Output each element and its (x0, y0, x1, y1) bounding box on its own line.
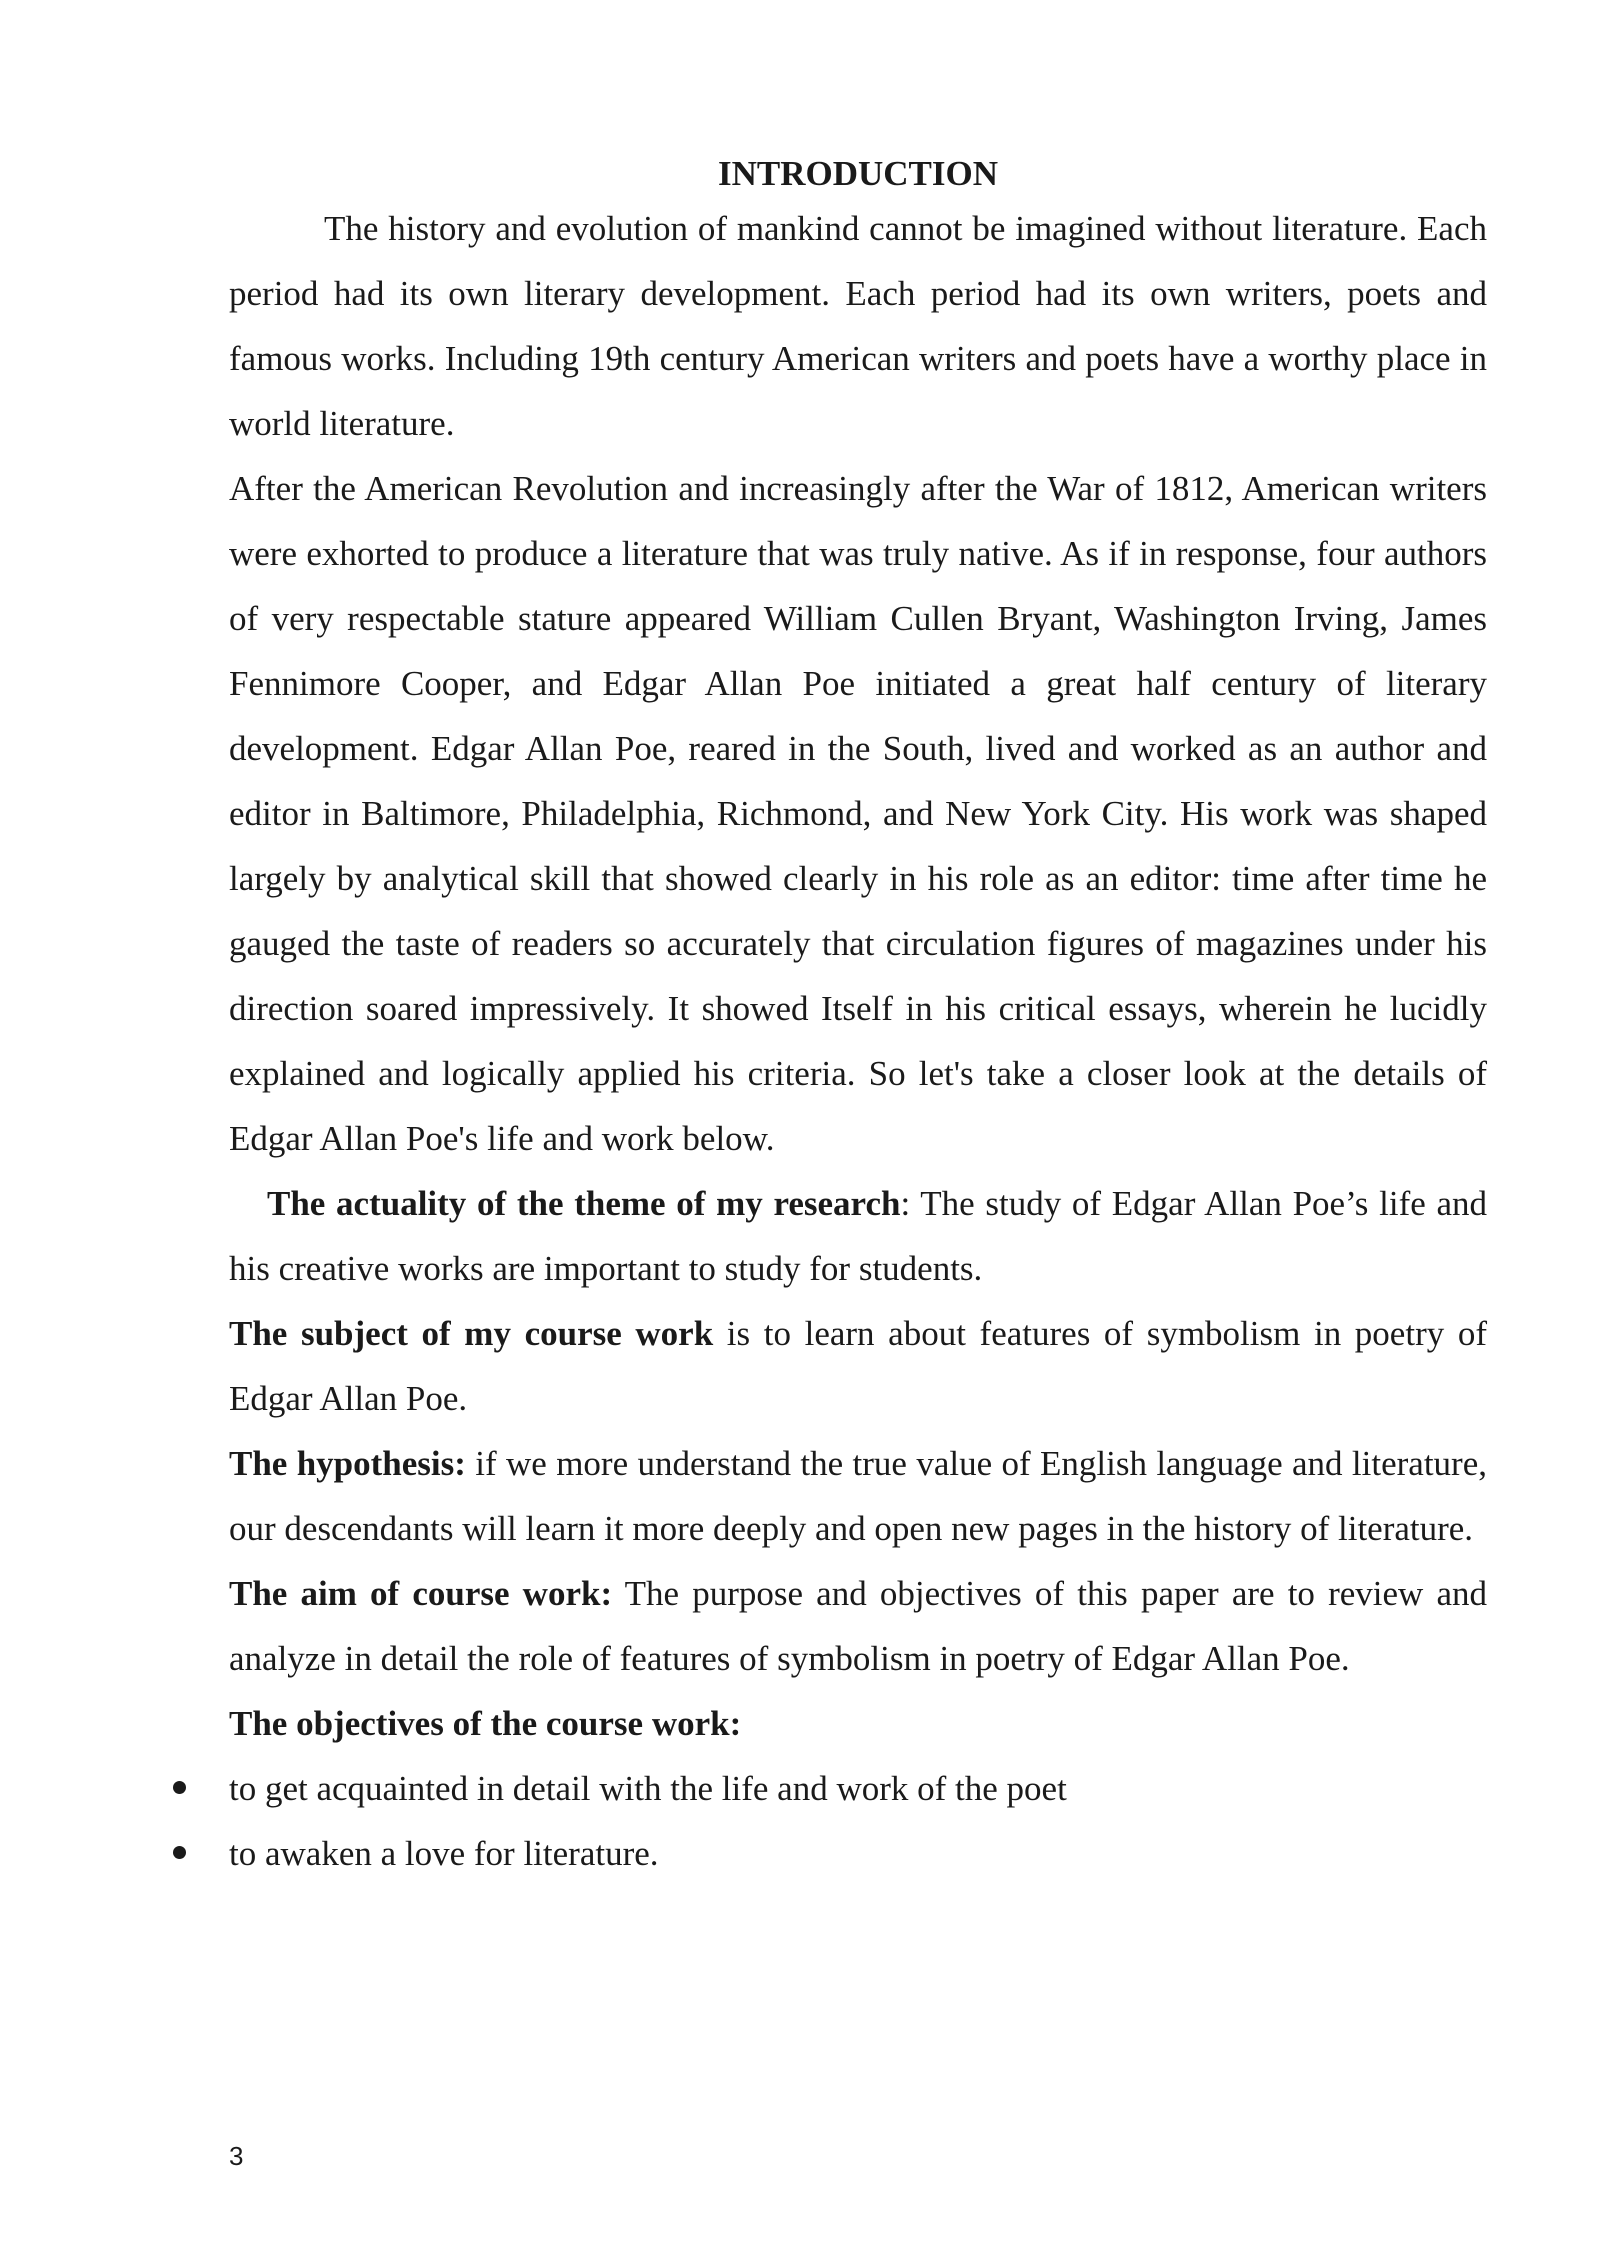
objectives-list (229, 1756, 1487, 1886)
aim-paragraph (229, 1561, 1487, 1691)
aim-label: The aim of course work: (229, 1574, 613, 1613)
list-item (229, 1756, 1487, 1821)
objectives-heading-label: The objectives of the course work: (229, 1704, 742, 1743)
objective-text: to awaken a love for literature. (229, 1834, 659, 1873)
aim-text: The purpose and objectives of this paper are to review and analyze in detail the role of features of symbolism in poetry of Edgar Allan Poe. (229, 1574, 1487, 1678)
bullet-icon (173, 1846, 186, 1859)
actuality-paragraph (229, 1171, 1487, 1301)
objective-text: to get acquainted in detail with the life and work of the poet (229, 1769, 1067, 1808)
history-paragraph: After the American Revolution and increasingly after the War of 1812, American writers were exhorted to produce a literature that was truly native. As if in response, four authors of very respectable stature appeared William Cullen Bryant, Washington Irving, James Fennimore Cooper, and Edgar Allan Poe initiated a great half century of literary development. Edgar Allan Poe, reared in the South, lived and worked as an author and editor in Baltimore, Philadelphia, Richmond, and New York City. His work was shaped largely by analytical skill that showed clearly in his role as an editor: time after time he gauged the taste of readers so accurately that circulation figures of magazines under his direction soared impressively. It showed Itself in his critical essays, wherein he lucidly explained and logically applied his criteria. So let's take a closer look at the details of Edgar Allan Poe's life and work below. (229, 469, 1487, 1158)
hypothesis-paragraph (229, 1431, 1487, 1561)
subject-label: The subject of my course work (229, 1314, 714, 1353)
page-body (229, 151, 1487, 1886)
hypothesis-label: The hypothesis: (229, 1444, 466, 1483)
list-item (229, 1821, 1487, 1886)
bullet-icon (173, 1781, 186, 1794)
subject-text: is to learn about features of symbolism in poetry of Edgar Allan Poe. (229, 1314, 1488, 1418)
page-number: 3 (229, 2141, 244, 2171)
actuality-text: : The study of Edgar Allan Poe’s life and his creative works are important to study for students. (229, 1184, 1487, 1288)
page-title: INTRODUCTION (717, 154, 999, 193)
hypothesis-text: if we more understand the true value of English language and literature, our descendants will learn it more deeply and open new pages in the history of literature. (229, 1444, 1487, 1548)
subject-paragraph (229, 1301, 1487, 1431)
objectives-heading (229, 1691, 1487, 1756)
intro-paragraph: The history and evolution of mankind cannot be imagined without literature. Each period had its own literary development. Each period had its own writers, poets and famous works. Including 19th century American writers and poets have a worthy place in world literature. (229, 209, 1487, 443)
actuality-label: The actuality of the theme of my research (267, 1184, 901, 1223)
